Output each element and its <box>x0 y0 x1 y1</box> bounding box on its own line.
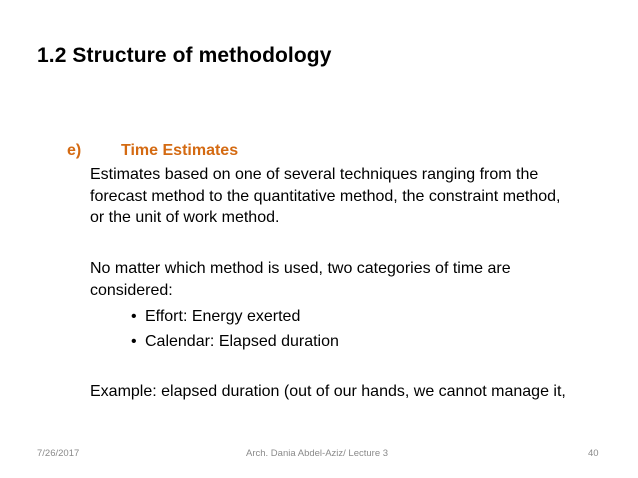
footer-date: 7/26/2017 <box>37 448 80 459</box>
footer-page-number: 40 <box>588 448 599 459</box>
bullet-item-effort <box>131 308 300 326</box>
paragraph-techniques <box>90 164 561 229</box>
paragraph-line: considered: <box>90 281 173 299</box>
footer-credit: Arch. Dania Abdel-Aziz/ Lecture 3 <box>246 448 389 459</box>
bullet-text: Calendar: Elapsed duration <box>145 333 339 350</box>
paragraph-categories <box>90 258 511 301</box>
section-letter: e) <box>67 142 82 159</box>
bullet-text: Effort: Energy exerted <box>145 308 301 325</box>
bullet-item-calendar <box>131 333 339 351</box>
paragraph-line: Example: elapsed duration (out of our hands, we cannot manage it, <box>90 383 566 400</box>
section-heading: Time Estimates <box>121 142 239 159</box>
paragraph-line: forecast method to the quantitative method, the constraint method, <box>90 187 561 205</box>
paragraph-example <box>90 381 566 403</box>
bullet-icon: • <box>131 333 137 350</box>
paragraph-line: Estimates based on one of several techniques ranging from the <box>90 166 539 183</box>
paragraph-line: No matter which method is used, two categories of time are <box>90 260 511 277</box>
paragraph-line: or the unit of work method. <box>90 209 280 226</box>
bullet-icon: • <box>131 308 137 325</box>
slide-title: 1.2 Structure of methodology <box>37 44 332 67</box>
